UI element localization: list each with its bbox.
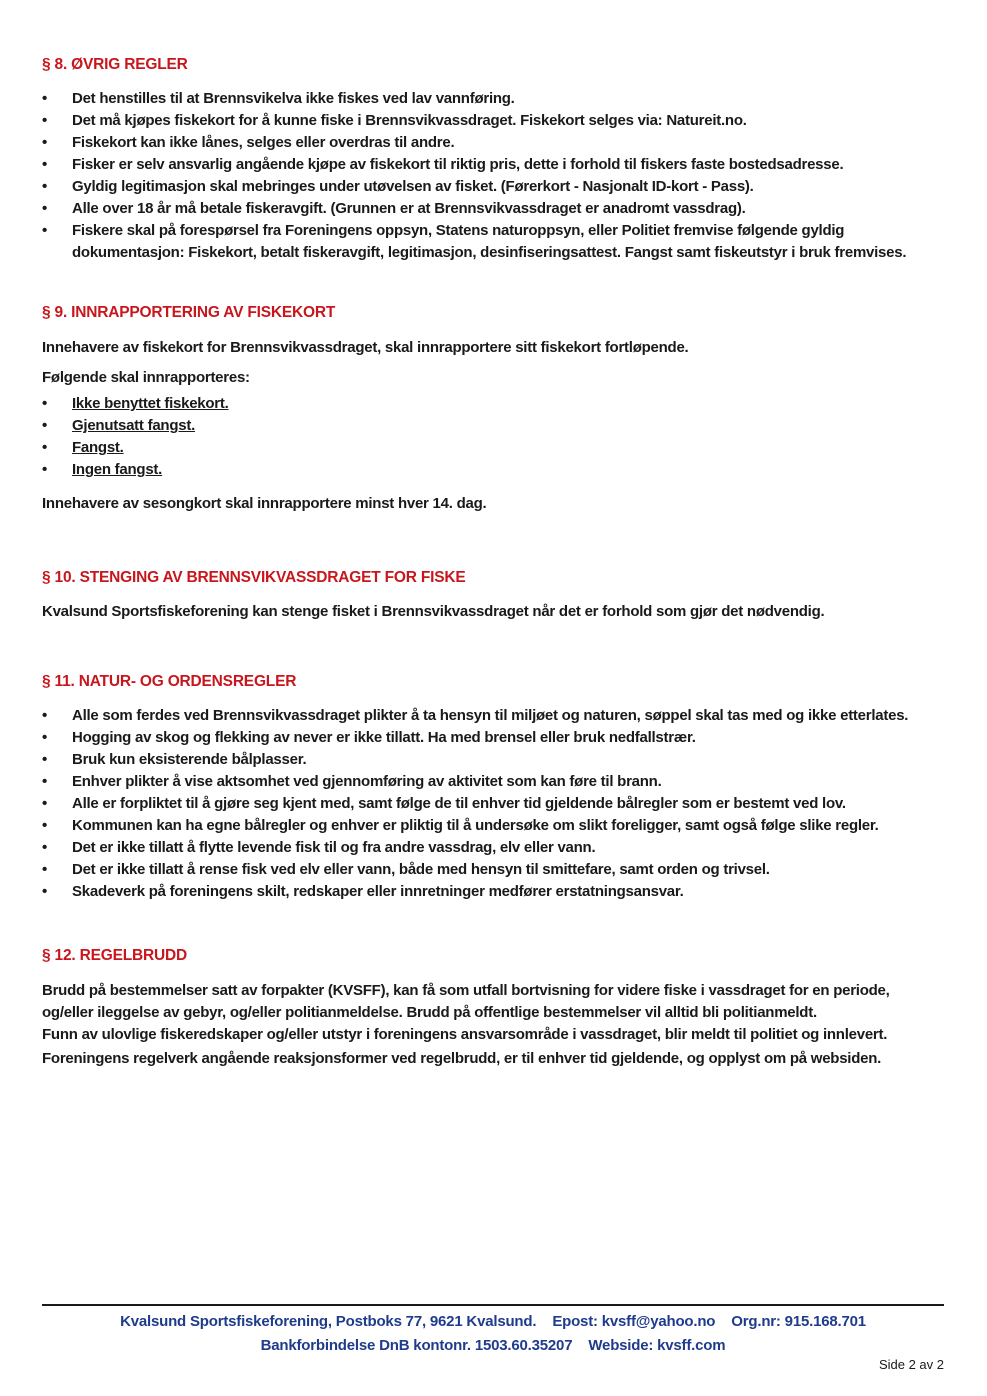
section-11-list (42, 705, 947, 903)
list-item: • Bruk kun eksisterende bålplasser. (42, 751, 307, 768)
section-10-text: Kvalsund Sportsfiskeforening kan stenge fisket i Brennsvikvassdraget når det er forhold som gjør det nødvendig. (42, 603, 825, 620)
list-item: • Fangst. (42, 439, 124, 456)
list-item: • Gjenutsatt fangst. (42, 417, 196, 434)
footer-bank: Bankforbindelse DnB kontonr. 1503.60.35207 (260, 1337, 573, 1354)
list-item: • Det må kjøpes fiskekort for å kunne fiske i Brennsvikvassdraget. Fiskekort selges via: Natureit.no. (42, 112, 747, 129)
section-12-paragraph-2: Funn av ulovlige fiskeredskaper og/eller utstyr i foreningens ansvarsområde i vassdraget, blir meldt til politiet og innlevert. (42, 1026, 888, 1043)
list-item: • Fiskekort kan ikke lånes, selges eller overdras til andre. (42, 134, 455, 151)
list-item: • Alle som ferdes ved Brennsvikvassdraget plikter å ta hensyn til miljøet og naturen, søppel skal tas med og ikke etterlates. (42, 707, 909, 724)
footer-address: Kvalsund Sportsfiskeforening, Postboks 77, 9621 Kvalsund. (120, 1313, 537, 1330)
list-item: • Alle er forpliktet til å gjøre seg kjent med, samt følge de til enhver tid gjeldende bålregler som er bestemt ved lov. (42, 795, 846, 812)
list-item: • Alle over 18 år må betale fiskeravgift. (Grunnen er at Brennsvikvassdraget er anadromt vassdrag). (42, 200, 746, 217)
footer-divider (42, 1304, 944, 1306)
section-9-heading: § 9. INNRAPPORTERING AV FISKEKORT (42, 304, 336, 321)
section-9-list (42, 393, 947, 481)
footer-bank-line (42, 1337, 944, 1354)
section-9-lead: Følgende skal innrapporteres: (42, 369, 250, 386)
list-item: • Kommunen kan ha egne bålregler og enhver er pliktig til å undersøke om slikt foreligger, samt også følge slike regler. (42, 817, 879, 834)
section-12-heading: § 12. REGELBRUDD (42, 947, 187, 964)
list-item: • Ikke benyttet fiskekort. (42, 395, 229, 412)
list-item: • Ingen fangst. (42, 461, 163, 478)
section-9-intro: Innehavere av fiskekort for Brennsvikvassdraget, skal innrapportere sitt fiskekort fortløpende. (42, 339, 689, 356)
footer-website[interactable]: Webside: kvsff.com (588, 1337, 726, 1354)
list-item: • Fiskere skal på forespørsel fra Foreningens oppsyn, Statens naturoppsyn, eller Politiet fremvise følgende gyldig dokumentasjon: Fiskekort, betalt fiskeravgift, legitimasjon, desinfiseringsattest. Fangst samt fiskeutstyr i bruk fremvises. (42, 222, 907, 261)
section-11-heading: § 11. NATUR- OG ORDENSREGLER (42, 673, 297, 690)
section-12-paragraph-3: Foreningens regelverk angående reaksjonsformer ved regelbrudd, er til enhver tid gjeldende, og opplyst om på websiden. (42, 1050, 882, 1067)
page-number: Side 2 av 2 (878, 1357, 944, 1372)
list-item: • Det er ikke tillatt å flytte levende fisk til og fra andre vassdrag, elv eller vann. (42, 839, 596, 856)
section-8-heading: § 8. ØVRIG REGLER (42, 56, 188, 73)
list-item: • Gyldig legitimasjon skal mebringes under utøvelsen av fisket. (Førerkort - Nasjonalt ID-kort - Pass). (42, 178, 754, 195)
list-item: • Hogging av skog og flekking av never er ikke tillatt. Ha med brensel eller bruk nedfallstrær. (42, 729, 696, 746)
footer-contact-line (42, 1313, 944, 1330)
section-8-list (42, 88, 947, 264)
list-item: • Fisker er selv ansvarlig angående kjøpe av fiskekort til riktig pris, dette i forhold til fiskers faste bostedsadresse. (42, 156, 844, 173)
list-item: • Skadeverk på foreningens skilt, redskaper eller innretninger medfører erstatningsansvar. (42, 883, 684, 900)
list-item: • Enhver plikter å vise aktsomhet ved gjennomføring av aktivitet som kan føre til brann. (42, 773, 662, 790)
list-item: • Det henstilles til at Brennsvikelva ikke fiskes ved lav vannføring. (42, 90, 515, 107)
section-12-paragraph-1: Brudd på bestemmelser satt av forpakter (KVSFF), kan få som utfall bortvisning for videre fiske i vassdraget for en periode, og/eller ileggelse av gebyr, og/eller politianmeldelse. Brudd på offentlige bestemmelser vil alltid bli politianmeldt. (42, 982, 890, 1021)
footer-email[interactable]: Epost: kvsff@yahoo.no (552, 1313, 716, 1330)
section-10-heading: § 10. STENGING AV BRENNSVIKVASSDRAGET FOR FISKE (42, 569, 466, 586)
section-9-outro: Innehavere av sesongkort skal innrapportere minst hver 14. dag. (42, 495, 487, 512)
list-item: • Det er ikke tillatt å rense fisk ved elv eller vann, både med hensyn til smittefare, samt orden og trivsel. (42, 861, 770, 878)
footer-orgnr: Org.nr: 915.168.701 (731, 1313, 866, 1330)
